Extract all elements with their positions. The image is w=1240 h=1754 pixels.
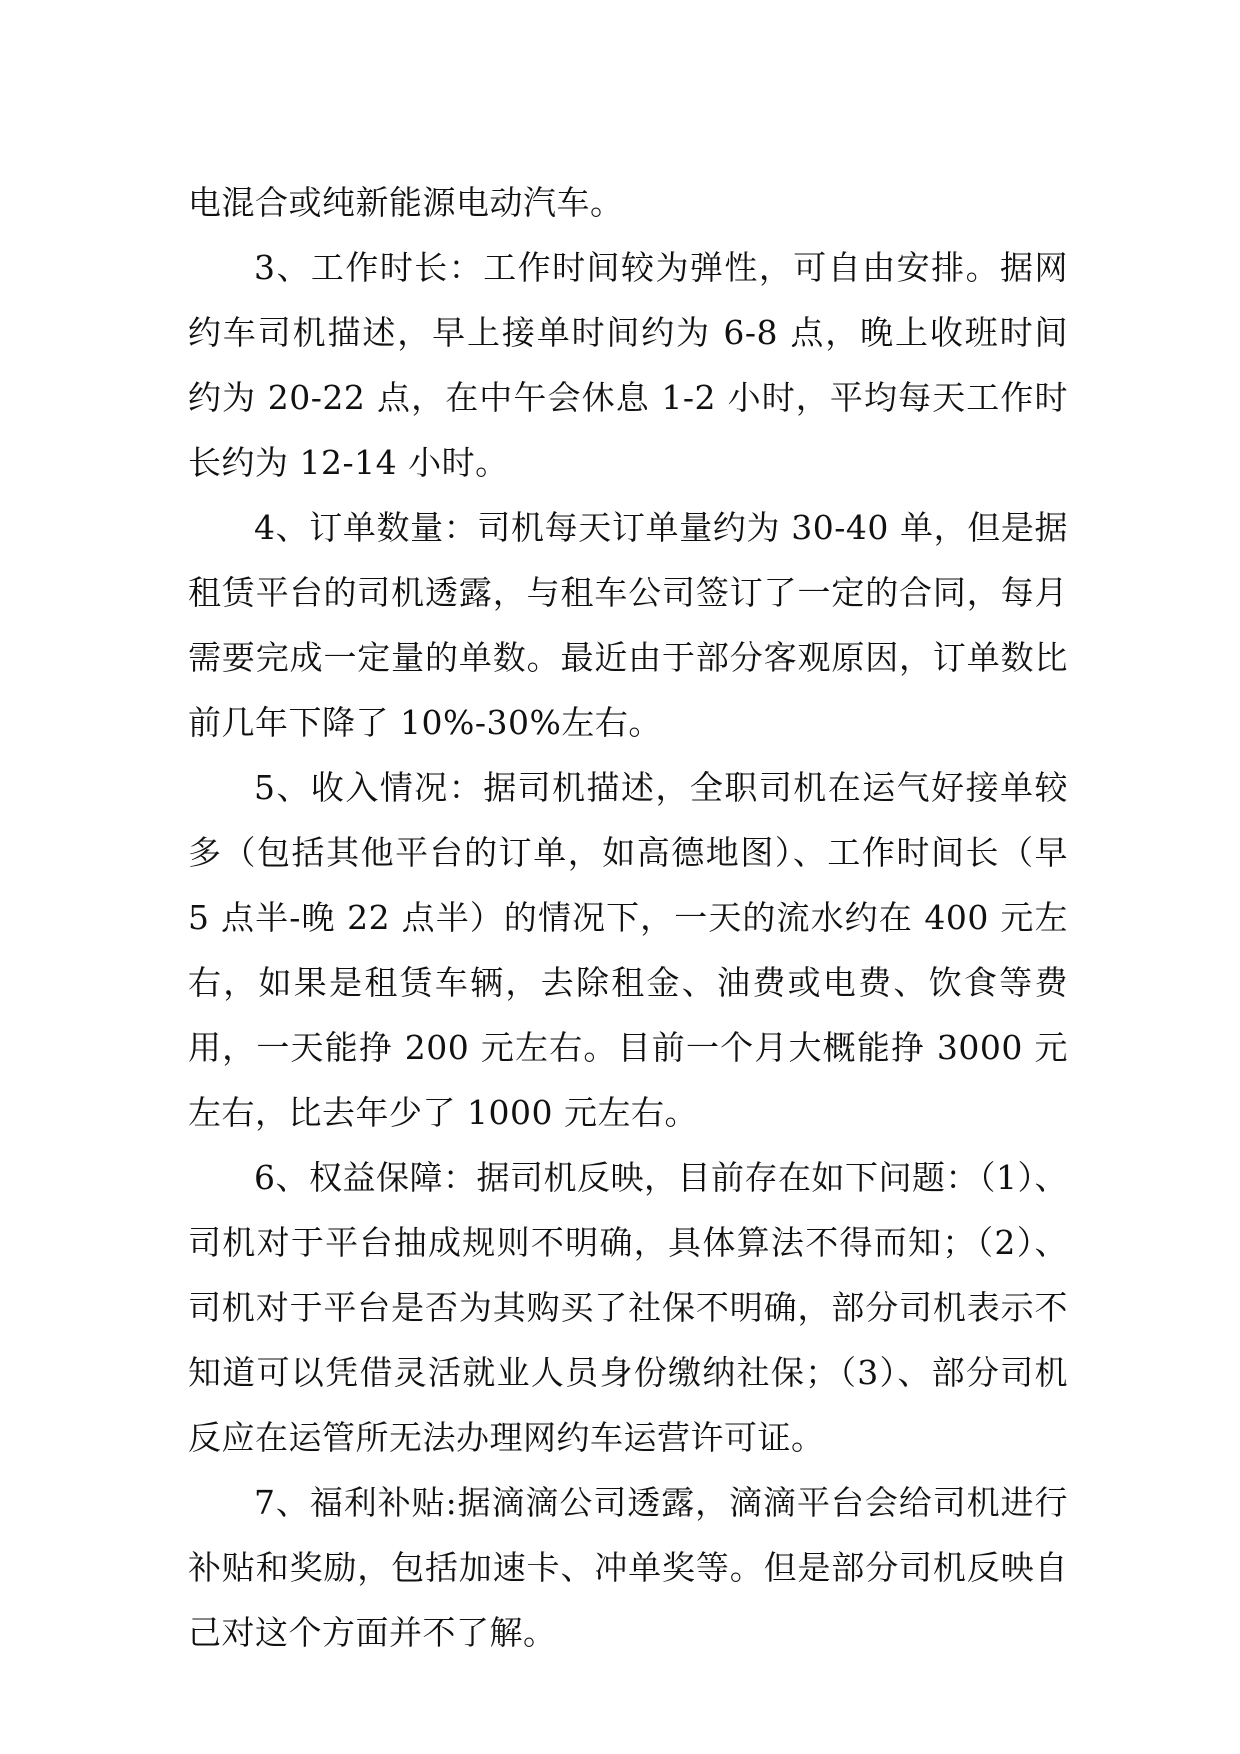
paragraph-rights-protection: 6、权益保障：据司机反映，目前存在如下问题：（1）、司机对于平台抽成规则不明确，具体算法不得而知；（2）、司机对于平台是否为其购买了社保不明确，部分司机表示不知道可以凭借灵活就业人员身份缴纳社保；（3）、部分司机反应在运管所无法办理网约车运营许可证。 <box>188 1158 1068 1457</box>
paragraph-welfare-subsidy: 7、福利补贴:据滴滴公司透露，滴滴平台会给司机进行补贴和奖励，包括加速卡、冲单奖等。但是部分司机反映自己对这个方面并不了解。 <box>188 1483 1068 1652</box>
paragraph-income: 5、收入情况：据司机描述，全职司机在运气好接单较多（包括其他平台的订单，如高德地图）、工作时间长（早 5 点半-晚 22 点半）的情况下，一天的流水约在 400 元左右，如果是租赁车辆，去除租金、油费或电费、饮食等费用，一天能挣 200 元左右。目前一个月大概能挣 3000 元左右，比去年少了 1000 元左右。 <box>188 768 1068 1132</box>
paragraph-order-volume: 4、订单数量：司机每天订单量约为 30-40 单，但是据租赁平台的司机透露，与租车公司签订了一定的合同，每月需要完成一定量的单数。最近由于部分客观原因，订单数比前几年下降了 10%-30%左右。 <box>188 508 1068 742</box>
paragraph-continuation: 电混合或纯新能源电动汽车。 <box>188 183 624 222</box>
document-body <box>188 170 1068 1665</box>
paragraph-working-hours: 3、工作时长：工作时间较为弹性，可自由安排。据网约车司机描述，早上接单时间约为 6-8 点，晚上收班时间约为 20-22 点，在中午会休息 1-2 小时，平均每天工作时长约为 12-14 小时。 <box>188 248 1068 482</box>
